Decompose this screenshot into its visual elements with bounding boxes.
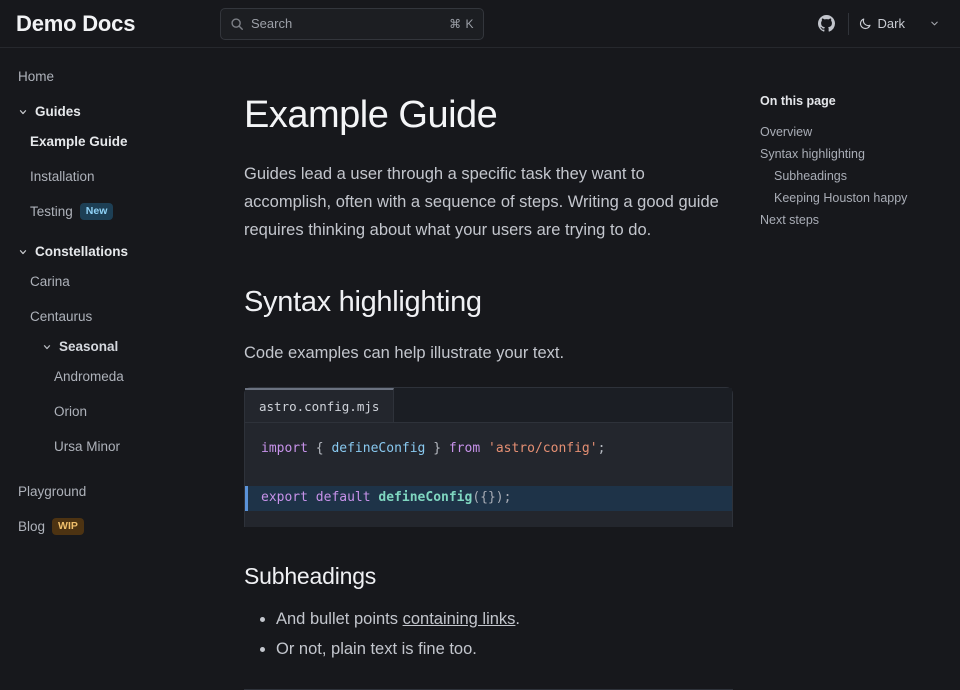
toc-item-syntax-highlighting[interactable]: Syntax highlighting — [760, 147, 865, 161]
sidebar-item-ursa-minor[interactable] — [54, 429, 196, 464]
sidebar-item-centaurus[interactable] — [30, 299, 196, 334]
status-badge: New — [80, 203, 114, 220]
search-input[interactable] — [220, 8, 484, 40]
code-block — [244, 387, 733, 527]
sidebar-group-label: Guides — [35, 104, 81, 119]
search-icon — [230, 17, 244, 31]
sidebar-subgroup-seasonal-items — [30, 359, 196, 464]
code-line-highlighted: export default defineConfig({}); — [245, 486, 732, 511]
sidebar-group-constellations-items — [18, 264, 196, 464]
inline-link[interactable]: containing links — [402, 609, 516, 628]
moon-icon — [859, 17, 872, 30]
header-actions — [810, 8, 944, 40]
sidebar-item-carina[interactable] — [30, 264, 196, 299]
bullet-suffix: . — [515, 609, 521, 628]
search-placeholder: Search — [251, 16, 293, 31]
toc-item-overview[interactable]: Overview — [760, 125, 813, 139]
sidebar-item-label[interactable]: Installation — [30, 169, 95, 184]
page-title: Example Guide — [244, 94, 498, 136]
chevron-down-icon — [18, 247, 28, 257]
bullet-text: Or not, plain text is fine too. — [276, 640, 477, 659]
sidebar-group-constellations-header[interactable] — [18, 239, 196, 264]
toc-item-subheadings[interactable]: Subheadings — [774, 169, 847, 183]
sidebar-item-label[interactable]: Ursa Minor — [54, 439, 121, 454]
github-icon — [818, 15, 835, 32]
sidebar-item-label[interactable]: Centaurus — [30, 309, 93, 324]
subsection-heading-subheadings: Subheadings — [244, 562, 377, 589]
chevron-down-icon — [18, 107, 28, 117]
site-title[interactable]: Demo Docs — [16, 10, 136, 36]
sidebar-item-andromeda[interactable] — [54, 359, 196, 394]
intro-paragraph: Guides lead a user through a specific task they want to accomplish, often with a sequence of steps. Writing a good guide requires thinking about what your users are trying to do. — [244, 164, 719, 239]
sidebar-item-home[interactable]: Home — [18, 69, 55, 84]
sidebar-subgroup-seasonal-header[interactable] — [30, 334, 196, 359]
status-badge: WIP — [52, 518, 84, 535]
sidebar-group-guides-header[interactable] — [18, 99, 196, 124]
sidebar — [0, 48, 204, 690]
sidebar-item-example-guide[interactable] — [30, 124, 196, 159]
page-body — [0, 48, 960, 690]
sidebar-item-label[interactable]: Playground — [18, 484, 87, 499]
header-divider — [848, 13, 849, 35]
code-tab-bar — [245, 388, 732, 423]
sidebar-footer-links — [18, 474, 196, 544]
sidebar-item-playground[interactable] — [18, 474, 196, 509]
sidebar-item-label[interactable]: Carina — [30, 274, 70, 289]
sidebar-item-orion[interactable] — [54, 394, 196, 429]
section-heading-syntax-highlighting: Syntax highlighting — [244, 285, 482, 318]
sidebar-item-label[interactable]: Example Guide — [30, 134, 128, 149]
bullet-list — [244, 604, 724, 665]
sidebar-item-testing[interactable] — [30, 194, 196, 229]
chevron-down-icon — [929, 18, 940, 29]
main-content — [204, 48, 760, 690]
code-line: import { defineConfig } from 'astro/config'; — [261, 440, 606, 456]
list-item — [276, 604, 724, 635]
sidebar-item-label[interactable]: Andromeda — [54, 369, 124, 384]
code-content[interactable] — [245, 423, 732, 527]
github-link[interactable] — [810, 8, 844, 40]
search-shortcut: ⌘ K — [449, 16, 474, 31]
theme-selector[interactable] — [859, 16, 944, 31]
toc-item-next-steps[interactable]: Next steps — [760, 213, 820, 227]
toc-item-keeping-houston-happy[interactable]: Keeping Houston happy — [774, 191, 908, 205]
sidebar-group-guides-items — [18, 124, 196, 229]
list-item — [276, 634, 724, 665]
code-tab-filename[interactable]: astro.config.mjs — [245, 388, 394, 422]
sidebar-group-guides — [18, 99, 196, 229]
code-line — [245, 462, 732, 487]
top-header — [0, 0, 960, 48]
sidebar-group-constellations — [18, 239, 196, 464]
sidebar-group-label: Constellations — [35, 244, 129, 259]
sidebar-item-label[interactable]: Testing — [30, 204, 73, 219]
sidebar-item-label[interactable]: Blog — [18, 519, 46, 534]
table-of-contents — [760, 48, 960, 690]
sidebar-subgroup-label: Seasonal — [59, 339, 119, 354]
theme-label: Dark — [877, 16, 905, 31]
section-paragraph: Code examples can help illustrate your text. — [244, 343, 565, 362]
sidebar-item-blog[interactable] — [18, 509, 196, 544]
sidebar-item-installation[interactable] — [30, 159, 196, 194]
bullet-text: And bullet points — [276, 609, 403, 628]
chevron-down-icon — [42, 342, 52, 352]
toc-title: On this page — [760, 94, 836, 108]
sidebar-item-label[interactable]: Orion — [54, 404, 88, 419]
